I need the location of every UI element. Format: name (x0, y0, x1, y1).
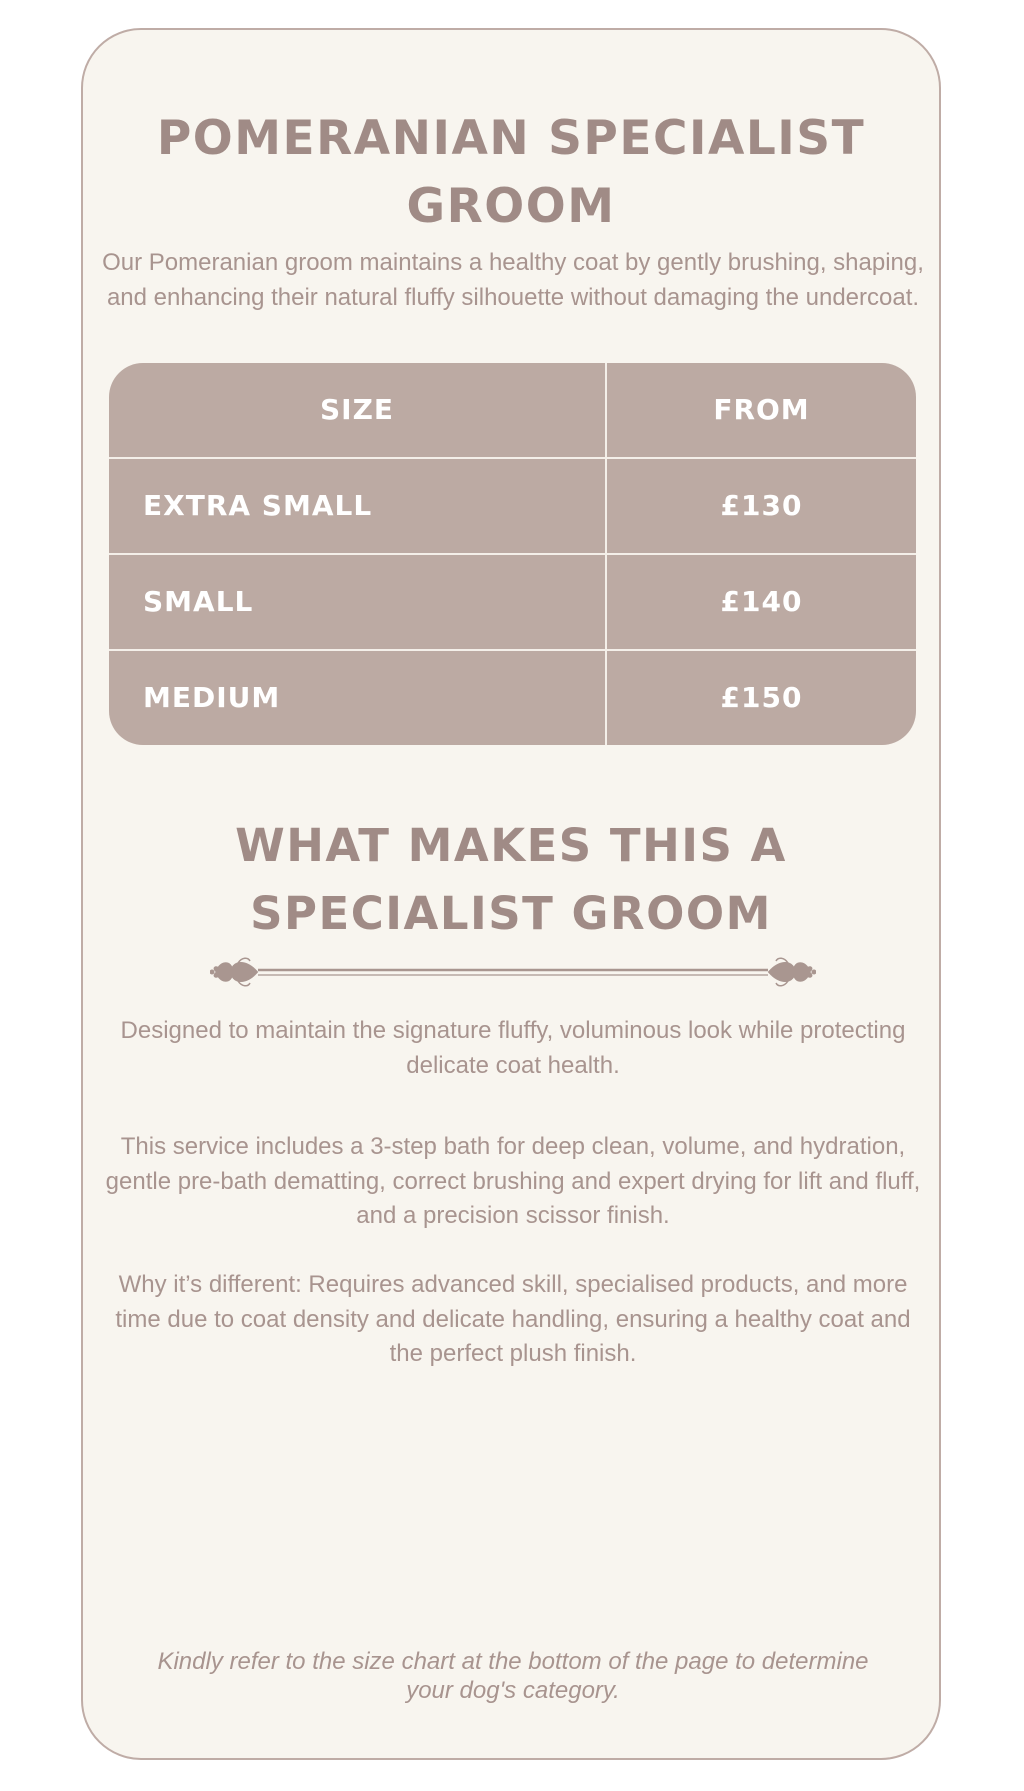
table-row (109, 651, 916, 745)
intro-text: Our Pomeranian groom maintains a healthy coat by gently brushing, shaping, and enhancing their natural fluffy silhouette without damaging the undercoat. (102, 249, 924, 311)
column-divider (605, 363, 607, 745)
includes-paragraph: This service includes a 3-step bath for deep clean, volume, and hydration, gentle pre-bath dematting, correct brushing and expert drying for lift and fluff, and a precision scissor finish. (105, 1133, 921, 1229)
ornamental-divider-icon (210, 955, 816, 989)
price-table (109, 363, 916, 745)
from-column-header: FROM (713, 393, 810, 426)
size-chart-note: Kindly refer to the size chart at the bottom of the page to determine your dog's category. (157, 1648, 869, 1704)
price-cell: £130 (720, 489, 803, 522)
section-heading: WHAT MAKES THIS A SPECIALIST GROOM (235, 819, 787, 940)
description-paragraph: Designed to maintain the signature fluffy, voluminous look while protecting delicate coat health. (120, 1017, 906, 1079)
size-cell: MEDIUM (143, 681, 281, 714)
table-header-row (109, 363, 916, 457)
difference-paragraph: Why it’s different: Requires advanced skill, specialised products, and more time due to coat density and delicate handling, ensuring a healthy coat and the perfect plush finish. (115, 1271, 911, 1367)
size-cell: EXTRA SMALL (143, 489, 373, 522)
page-title: POMERANIAN SPECIALIST GROOM (156, 111, 866, 234)
price-cell: £140 (720, 585, 803, 618)
service-card (81, 28, 941, 1760)
table-row (109, 459, 916, 553)
table-row (109, 555, 916, 649)
size-column-header: SIZE (319, 393, 394, 426)
price-cell: £150 (720, 681, 803, 714)
size-cell: SMALL (143, 585, 254, 618)
